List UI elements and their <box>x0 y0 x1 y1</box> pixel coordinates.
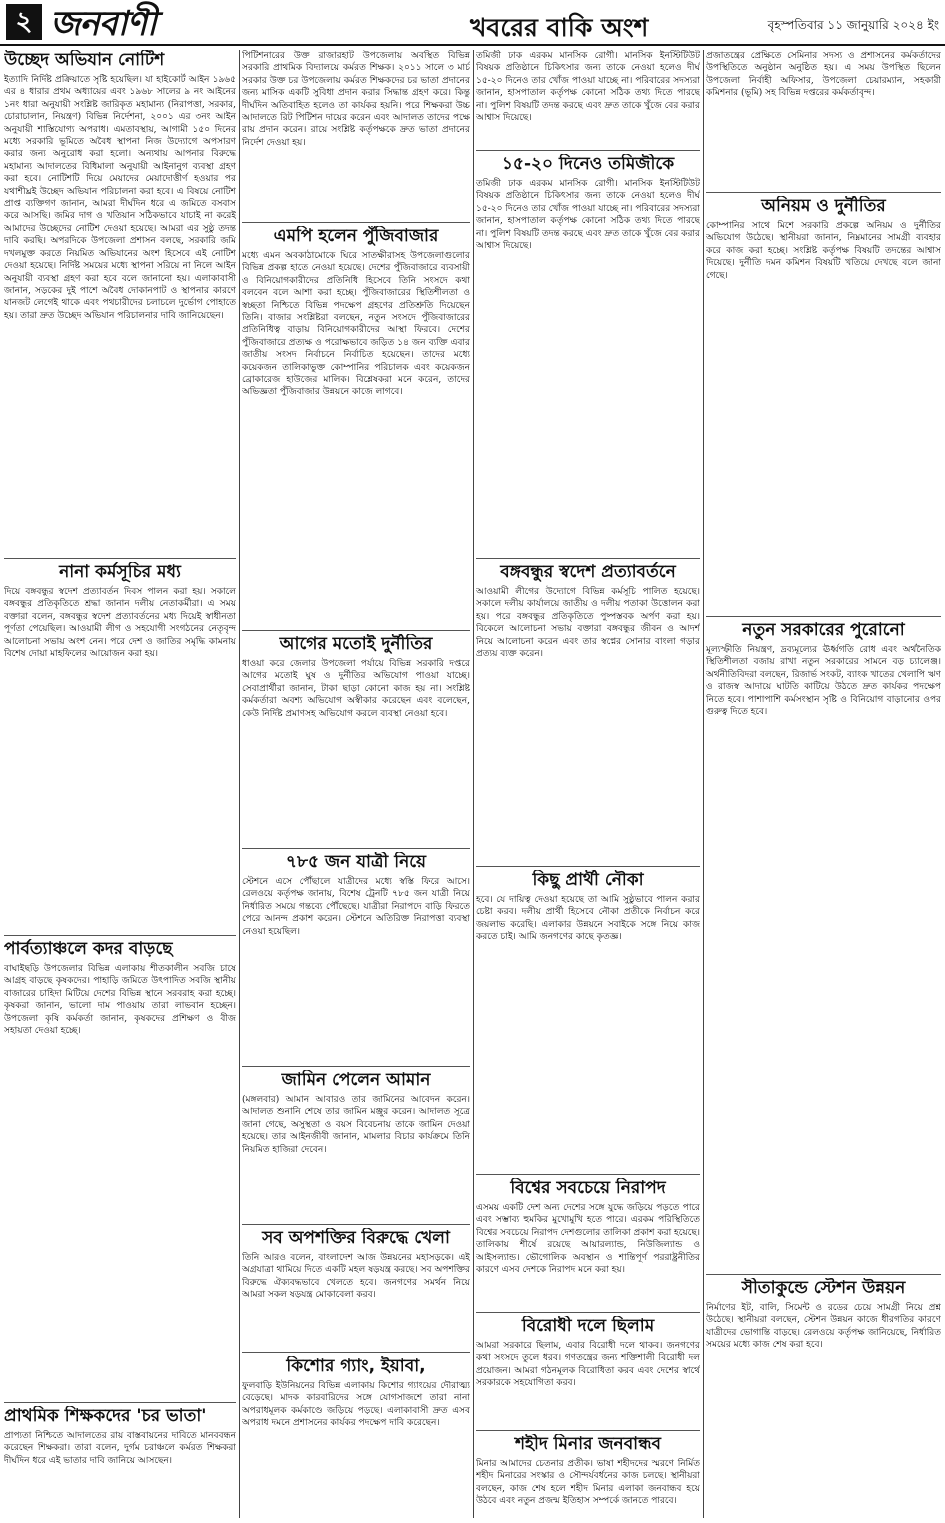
section-title: খবরের বাকি অংশ <box>470 13 649 42</box>
headline: প্রাথমিক শিক্ষকদের 'চর ভাতা' <box>4 1406 207 1426</box>
dateline: বৃহস্পতিবার ১১ জানুয়ারি ২০২৪ ইং <box>767 18 939 32</box>
article-rule <box>706 192 941 193</box>
article-body: প্রজাতন্ত্রের প্রেক্ষিতে সেমিনার সদস্য ও প্রশাসনের কর্মকর্তাদের উপস্থিতিতে অনুষ্ঠান অনুষ্ঠিত হয়। এ সময় উপস্থিত ছিলেন উপজেলা নির্বাহী অফিসার, উপজেলা চেয়ারম্যান, সহকারী কমিশনার (ভূমি) সহ বিভিন্ন দপ্তরের কর্মকর্তাবৃন্দ। <box>706 51 941 99</box>
article-body: প্রাপ্যতা নিশ্চিতে আদালতের রায় বাস্তবায়নের দাবিতে মানববন্ধন করেছেন শিক্ষকরা। তারা বলেন, দুর্গম চরাঞ্চলে কর্মরত শিক্ষকরা দীর্ঘদিন ধরে এই ভাতার দাবি জানিয়ে আসছেন। <box>4 1431 236 1466</box>
article-body: ধাওয়া করে জেলার উপজেলা পর্যায়ে বিভিন্ন সরকারি দপ্তরে আগের মতোই ঘুষ ও দুর্নীতির অভিযোগ পাওয়া যাচ্ছে। সেবাপ্রার্থীরা জানান, টাকা ছাড়া কোনো কাজ হয় না। সংশ্লিষ্ট কর্মকর্তারা অবশ্য অভিযোগ অস্বীকার করেছেন এবং বলেছেন, কেউ নির্দিষ্ট প্রমাণসহ অভিযোগ করলে ব্যবস্থা নেওয়া হবে। <box>242 659 470 719</box>
column-divider <box>473 50 474 1518</box>
headline: সীতাকুন্ডে স্টেশন উন্নয়ন <box>741 1278 906 1298</box>
column-divider <box>703 50 704 1518</box>
article-newgov <box>706 620 941 1270</box>
headline: এমপি হলেন পুঁজিবাজার <box>273 226 439 246</box>
article-body: (মঙ্গলবার) আমান আবারও তার জামিনের আবেদন করেন। আদালত শুনানি শেষে তার জামিন মঞ্জুর করেন। আদালত সূত্রে জানা গেছে, অসুস্থতা ও বয়স বিবেচনায় তাকে জামিন দেওয়া হয়েছে। তার আইনজীবী জানান, মামলার বিচার কার্যক্রমে তিনি নিয়মিত হাজিরা দেবেন। <box>242 1095 470 1155</box>
article-rule <box>4 935 236 936</box>
article-body: তমিজী ঢাক এরকম মানসিক রোগী। মানসিক ইনস্টিটিউট বিষয়ক প্রতিষ্ঠানে চিকিৎসার জন্য তাকে নেওয়া হলেও দীর্ঘ ১৫-২০ দিনেও তার খোঁজ পাওয়া যাচ্ছে না। পরিবারের সদস্যরা জানান, হাসপাতাল কর্তৃপক্ষ কোনো সঠিক তথ্য দিতে পারছে না। পুলিশ বিষয়টি তদন্ত করছে এবং দ্রুত তাকে খুঁজে বের করার আশ্বাস দিয়েছে। <box>476 51 700 124</box>
article-rule <box>476 1430 700 1431</box>
article-body: স্টেশনে এসে পৌঁছালে যাত্রীদের মধ্যে স্বস্তি ফিরে আসে। রেলওয়ে কর্তৃপক্ষ জানায়, বিশেষ ট্রেনটি ৭৮৫ জন যাত্রী নিয়ে নির্ধারিত সময়ে গন্তব্যে পৌঁছেছে। যাত্রীরা নিরাপদে বাড়ি ফিরতে পেরে আনন্দ প্রকাশ করেন। স্টেশনে অতিরিক্ত নিরাপত্তা ব্যবস্থা নেওয়া হয়েছিল। <box>242 877 470 937</box>
article-anomaly <box>706 196 941 612</box>
headline: বিশ্বের সবচেয়ে নিরাপদ <box>510 1178 666 1198</box>
headline: সব অপশক্তির বিরুদ্ধে খেলা <box>262 1228 450 1248</box>
article-body: নির্মাণের ইট, বালি, সিমেন্ট ও রডের চেয়ে সামগ্রী নিয়ে প্রশ্ন উঠেছে। স্থানীয়রা বলছেন, স্টেশন উন্নয়ন কাজে ধীরগতির কারণে যাত্রীদের ভোগান্তি বাড়ছে। রেলওয়ে কর্তৃপক্ষ জানিয়েছে, নির্ধারিত সময়ের মধ্যে কাজ শেষ করা হবে। <box>706 1303 941 1351</box>
article-rule <box>242 1352 470 1353</box>
article-rule <box>706 616 941 617</box>
article-rule <box>706 1274 941 1275</box>
article-rule <box>476 1312 700 1313</box>
article-capitalism <box>242 226 470 626</box>
article-teachers <box>4 1406 236 1518</box>
headline: আগের মতোই দুর্নীতির <box>279 634 433 654</box>
column-2 <box>242 50 470 1518</box>
column-1 <box>4 50 236 1518</box>
article-body: বাঘাইছড়ি উপজেলার বিভিন্ন এলাকায় শীতকালীন সবজি চাষে আগ্রহ বাড়ছে কৃষকদের। পাহাড়ি জমিতে উৎপাদিত সবজি স্থানীয় বাজারের চাহিদা মিটিয়ে দেশের বিভিন্ন স্থানে সরবরাহ করা হচ্ছে। কৃষকরা জানান, ভালো দাম পাওয়ায় তারা লাভবান হচ্ছেন। উপজেলা কৃষি কর্মকর্তা জানান, কৃষকদের প্রশিক্ষণ ও বীজ সহায়তা দেওয়া হচ্ছে। <box>4 964 236 1037</box>
headline: ৭৮৫ জন যাত্রী নিয়ে <box>285 852 427 872</box>
article-body: তিনি আরও বলেন, বাংলাদেশ আজ উন্নয়নের মহাসড়কে। এই অগ্রযাত্রা থামিয়ে দিতে একটি মহল ষড়যন্ত্র করছে। সব অপশক্তির বিরুদ্ধে ঐক্যবদ্ধভাবে খেলতে হবে। জনগণের সমর্থন নিয়ে আমরা সকল ষড়যন্ত্র মোকাবেলা করব। <box>242 1253 470 1301</box>
article-rule <box>242 222 470 223</box>
article-rule <box>242 1066 470 1067</box>
newspaper-logo: জনবাণী <box>50 4 156 44</box>
article-body: কোম্পানির সাথে মিশে সরকারি প্রকল্পে অনিয়ম ও দুর্নীতির অভিযোগ উঠেছে। স্থানীয়রা জানান, নিম্নমানের সামগ্রী ব্যবহার করে কাজ করা হচ্ছে। সংশ্লিষ্ট কর্তৃপক্ষ বিষয়টি তদন্তের আশ্বাস দিয়েছে। দুর্নীতি দমন কমিশন বিষয়টি খতিয়ে দেখছে বলে জানা গেছে। <box>706 221 941 281</box>
headline: নতুন সরকারের পুরোনো <box>742 620 905 640</box>
article-hills <box>4 939 236 1399</box>
article-rule <box>4 1402 236 1403</box>
headline: অনিয়ম ও দুর্নীতির <box>761 196 886 216</box>
headline: কিশোর গ্যাং, ইয়াবা, <box>286 1356 426 1376</box>
article-mental <box>476 154 700 554</box>
article-opposition <box>476 1316 700 1426</box>
article-programs <box>4 562 236 932</box>
headline: শহীদ মিনার জনবান্ধব <box>514 1434 662 1454</box>
article-bail <box>242 1070 470 1220</box>
article-body: ইত্যাদি নির্দিষ্ট প্রক্রিয়াতে সৃষ্টি হয়েছিল। যা হাইকোর্ট আইন ১৯৬৫ এর ৪ ধারার প্রথম অধ্যায়ের এবং ১৯৬৮ সালের ৯ নং আইনের ১নং ধারা অনুযায়ী সংশ্লিষ্ট জারিকৃত মহামান্য (নিরাপত্তা, সরকার, চোরাচালান, নিয়ন্ত্রণ) বিভিন্ন নির্দেশনা, ২০০১ এর ৩নং আইন অনুযায়ী শাস্তিযোগ্য অপরাধ। এমতাবস্থায়, আগামী ১৫০ দিনের মধ্যে সরকারি ভূমিতে অবৈধ স্থাপনা নিজ উদ্যোগে অপসারণ করার জন্য অনুরোধ করা হলো। অন্যথায় আপনার বিরুদ্ধে মহামান্য আদালতের বিধিমালা অনুযায়ী আইনানুগ ব্যবস্থা গ্রহণ করা হবে। নোটিশটি দিয়ে মেয়াদের মেয়াদোত্তীর্ণ হওয়ার পর যথাশীঘ্রই উচ্ছেদ অভিযান পরিচালনা করা হবে। এ বিষয়ে নোটিশ প্রাপ্ত ব্যক্তিগণ জানান, আমরা দীর্ঘদিন ধরে এ জমিতে বসবাস করে আসছি। জমির দাগ ও খতিয়ান সঠিকভাবে যাচাই না করেই আমাদের উচ্ছেদের নোটিশ দেওয়া হয়েছে। আমরা এর সুষ্ঠু তদন্ত দাবি করছি। অপরদিকে উপজেলা প্রশাসন বলছে, সরকারি জমি দখলমুক্ত করতে নিয়মিত অভিযানের অংশ হিসেবে এই নোটিশ দেওয়া হয়েছে। নির্দিষ্ট সময়ের মধ্যে স্থাপনা সরিয়ে না নিলে আইন অনুযায়ী ব্যবস্থা গ্রহণ করা হবে বলে জানানো হয়। এলাকাবাসী জানান, সড়কের দুই পাশে অবৈধ দোকানপাট ও স্থাপনার কারণে যানজট লেগেই থাকে এবং পথচারীদের চলাচলে দুর্ভোগ পোহাতে হয়। তারা দ্রুত উচ্ছেদ অভিযান পরিচালনার দাবি জানিয়েছেন। <box>4 75 236 321</box>
article-body: দিয়ে বঙ্গবন্ধুর স্বদেশ প্রত্যাবর্তন দিবস পালন করা হয়। সকালে বঙ্গবন্ধুর প্রতিকৃতিতে শ্রদ্ধা জানান দলীয় নেতাকর্মীরা। এ সময় বক্তারা বলেন, বঙ্গবন্ধুর স্বদেশ প্রত্যাবর্তনের মধ্য দিয়েই স্বাধীনতা পূর্ণতা পেয়েছিল। আওয়ামী লীগ ও সহযোগী সংগঠনের নেতৃবৃন্দ আলোচনা সভায় অংশ নেন। পরে দেশ ও জাতির সমৃদ্ধি কামনায় বিশেষ দোয়া মাহফিলের আয়োজন করা হয়। <box>4 587 236 660</box>
article-body: ফুলবাড়ি ইউনিয়নের বিভিন্ন এলাকায় কিশোর গ্যাংয়ের দৌরাত্ম্য বেড়েছে। মাদক কারবারিদের সঙ্গে যোগসাজশে তারা নানা অপরাধমূলক কর্মকাণ্ডে জড়িয়ে পড়ছে। এলাকাবাসী দ্রুত এসব অপরাধ দমনে প্রশাসনের কার্যকর পদক্ষেপ দাবি করেছেন। <box>242 1381 470 1429</box>
headline: ১৫-২০ দিনেও তমিজীকে <box>501 154 675 174</box>
article-intro3 <box>476 50 700 146</box>
article-rule <box>476 1174 700 1175</box>
article-rule <box>4 558 236 559</box>
article-corruption-old <box>242 634 470 844</box>
article-body: পিটিশনারের উক্ত রাজারহাট উপজেলায় অবস্থিত বিভিন্ন সরকারি প্রাথমিক বিদ্যালয়ে কর্মরত শিক্ষক। ২০১১ সালে ৩ মার্চ সরকার উক্ত চর উপজেলায় কর্মরত শিক্ষকদের চর ভাতা প্রদানের জন্য মাসিক একটি সুবিধা প্রদান করার সিদ্ধান্ত গ্রহণ করে। কিন্তু দীর্ঘদিন অতিবাহিত হলেও তা কার্যকর হয়নি। পরে শিক্ষকরা উচ্চ আদালতে রিট পিটিশন দায়ের করেন এবং আদালত তাদের পক্ষে রায় প্রদান করেন। রায়ে সংশ্লিষ্ট কর্তৃপক্ষকে দ্রুত ভাতা প্রদানের নির্দেশ দেওয়া হয়। <box>242 51 470 148</box>
article-game <box>242 1228 470 1348</box>
article-safest <box>476 1178 700 1308</box>
article-minar <box>476 1434 700 1518</box>
column-3 <box>476 50 700 1518</box>
headline: কিছু প্রার্থী নৌকা <box>532 870 644 890</box>
headline: নানা কর্মসূচির মধ্য <box>59 562 181 582</box>
article-return <box>476 562 700 862</box>
article-passengers <box>242 852 470 1062</box>
column-4 <box>706 50 941 1518</box>
article-rule <box>476 866 700 867</box>
article-rule <box>476 558 700 559</box>
headline: বিরোধী দলে ছিলাম <box>521 1316 655 1336</box>
article-boat <box>476 870 700 1170</box>
article-body: তমিজী ঢাক এরকম মানসিক রোগী। মানসিক ইনস্টিটিউট বিষয়ক প্রতিষ্ঠানে চিকিৎসার জন্য তাকে নেওয়া হলেও দীর্ঘ ১৫-২০ দিনেও তার খোঁজ পাওয়া যাচ্ছে না। পরিবারের সদস্যরা জানান, হাসপাতাল কর্তৃপক্ষ কোনো সঠিক তথ্য দিতে পারছে না। পুলিশ বিষয়টি তদন্ত করছে এবং দ্রুত তাকে খুঁজে বের করার আশ্বাস দিয়েছে। <box>476 179 700 252</box>
article-body: আমরা সরকারে ছিলাম, এবার বিরোধী দলে থাকব। জনগণের কথা সংসদে তুলে ধরব। গণতন্ত্রের জন্য শক্তিশালী বিরোধী দল প্রয়োজন। আমরা গঠনমূলক বিরোধিতা করব এবং দেশের স্বার্থে সরকারকে সহযোগিতা করব। <box>476 1341 700 1389</box>
article-body: এসময় একটি দেশ অন্য দেশের সঙ্গে যুদ্ধে জড়িয়ে পড়তে পারে এবং সম্ভাব্য হুমকির মুখোমুখি হতে পারে। এরকম পরিস্থিতিতে বিশ্বের সবচেয়ে নিরাপদ দেশগুলোর তালিকা প্রকাশ করা হয়েছে। তালিকায় শীর্ষে রয়েছে আয়ারল্যান্ড, নিউজিল্যান্ড ও আইসল্যান্ড। ভৌগোলিক অবস্থান ও শান্তিপূর্ণ পররাষ্ট্রনীতির কারণে এসব দেশকে নিরাপদ মনে করা হয়। <box>476 1203 700 1276</box>
article-intro4 <box>706 50 941 188</box>
article-rule <box>242 630 470 631</box>
article-gang <box>242 1356 470 1518</box>
article-schools <box>242 50 470 218</box>
masthead <box>0 0 945 46</box>
column-divider <box>239 50 240 1518</box>
article-rule <box>242 848 470 849</box>
article-rule <box>476 150 700 151</box>
headline: জামিন পেলেন আমান <box>281 1070 431 1090</box>
headline: উচ্ছেদ অভিযান নোটিশ <box>4 50 165 70</box>
article-body: মধ্যে এমন অবকাঠামোকে ঘিরে সাতক্ষীরাসহ উপজেলাগুলোর বিভিন্ন প্রকল্প হাতে নেওয়া হয়েছে। দেশের পুঁজিবাজারে ব্যবসায়ী ও বিনিয়োগকারীদের প্রতিনিধি হিসেবে তিনি সংসদে কথা বলবেন বলে আশা করা হচ্ছে। পুঁজিবাজারের স্থিতিশীলতা ও স্বচ্ছতা নিশ্চিতে বিভিন্ন পদক্ষেপ গ্রহণের প্রতিশ্রুতি দিয়েছেন তিনি। বাজার সংশ্লিষ্টরা বলছেন, নতুন সংসদে পুঁজিবাজারের প্রতিনিধিত্ব বাড়ায় বিনিয়োগকারীদের আস্থা ফিরবে। দেশের পুঁজিবাজারে প্রত্যক্ষ ও পরোক্ষভাবে জড়িত ১৪ জন ব্যক্তি এবার জাতীয় সংসদ নির্বাচনে নির্বাচিত হয়েছেন। তাদের মধ্যে কয়েকজন তালিকাভুক্ত কোম্পানির পরিচালক এবং কয়েকজন ব্রোকারেজ হাউজের মালিক। বিশ্লেষকরা মনে করেন, তাদের অভিজ্ঞতা পুঁজিবাজার উন্নয়নে কাজে লাগবে। <box>242 251 470 398</box>
article-eviction <box>4 50 236 555</box>
article-sitakunda <box>706 1278 941 1518</box>
headline: বঙ্গবন্ধুর স্বদেশ প্রত্যাবর্তনে <box>500 562 676 582</box>
article-body: মিনার আমাদের চেতনার প্রতীক। ভাষা শহীদদের স্মরণে নির্মিত শহীদ মিনারের সংস্কার ও সৌন্দর্যবর্ধনের কাজ চলছে। স্থানীয়রা বলছেন, কাজ শেষ হলে শহীদ মিনার এলাকা জনবান্ধব হয়ে উঠবে এবং নতুন প্রজন্ম ইতিহাস সম্পর্কে জানতে পারবে। <box>476 1459 700 1507</box>
article-body: মূল্যস্ফীতি নিয়ন্ত্রণ, দ্রব্যমূল্যের ঊর্ধ্বগতি রোধ এবং অর্থনৈতিক স্থিতিশীলতা বজায় রাখা নতুন সরকারের সামনে বড় চ্যালেঞ্জ। অর্থনীতিবিদরা বলছেন, রিজার্ভ সংকট, ব্যাংক খাতের খেলাপি ঋণ ও রাজস্ব আদায়ে ঘাটতি কাটিয়ে উঠতে দ্রুত কার্যকর পদক্ষেপ নিতে হবে। পাশাপাশি কর্মসংস্থান সৃষ্টি ও বিনিয়োগ বাড়ানোর ওপর গুরুত্ব দিতে হবে। <box>706 645 941 718</box>
article-body: হবে। যে দায়িত্ব দেওয়া হয়েছে তা আমি সুষ্ঠুভাবে পালন করার চেষ্টা করব। দলীয় প্রার্থী হিসেবে নৌকা প্রতীকে নির্বাচন করে জয়লাভ করেছি। এলাকার উন্নয়নে সবাইকে সঙ্গে নিয়ে কাজ করতে চাই। আমি জনগণের কাছে কৃতজ্ঞ। <box>476 895 700 943</box>
headline: পার্বত্যাঞ্চলে কদর বাড়ছে <box>4 939 173 959</box>
article-rule <box>242 1224 470 1225</box>
article-body: আওয়ামী লীগের উদ্যোগে বিভিন্ন কর্মসূচি পালিত হয়েছে। সকালে দলীয় কার্যালয়ে জাতীয় ও দলীয় পতাকা উত্তোলন করা হয়। পরে বঙ্গবন্ধুর প্রতিকৃতিতে পুষ্পস্তবক অর্পণ করা হয়। বিকেলে আলোচনা সভায় বক্তারা বঙ্গবন্ধুর জীবন ও আদর্শ নিয়ে আলোচনা করেন এবং তার স্বপ্নের সোনার বাংলা গড়ার প্রত্যয় ব্যক্ত করেন। <box>476 587 700 660</box>
page-number: ২ <box>6 4 42 40</box>
